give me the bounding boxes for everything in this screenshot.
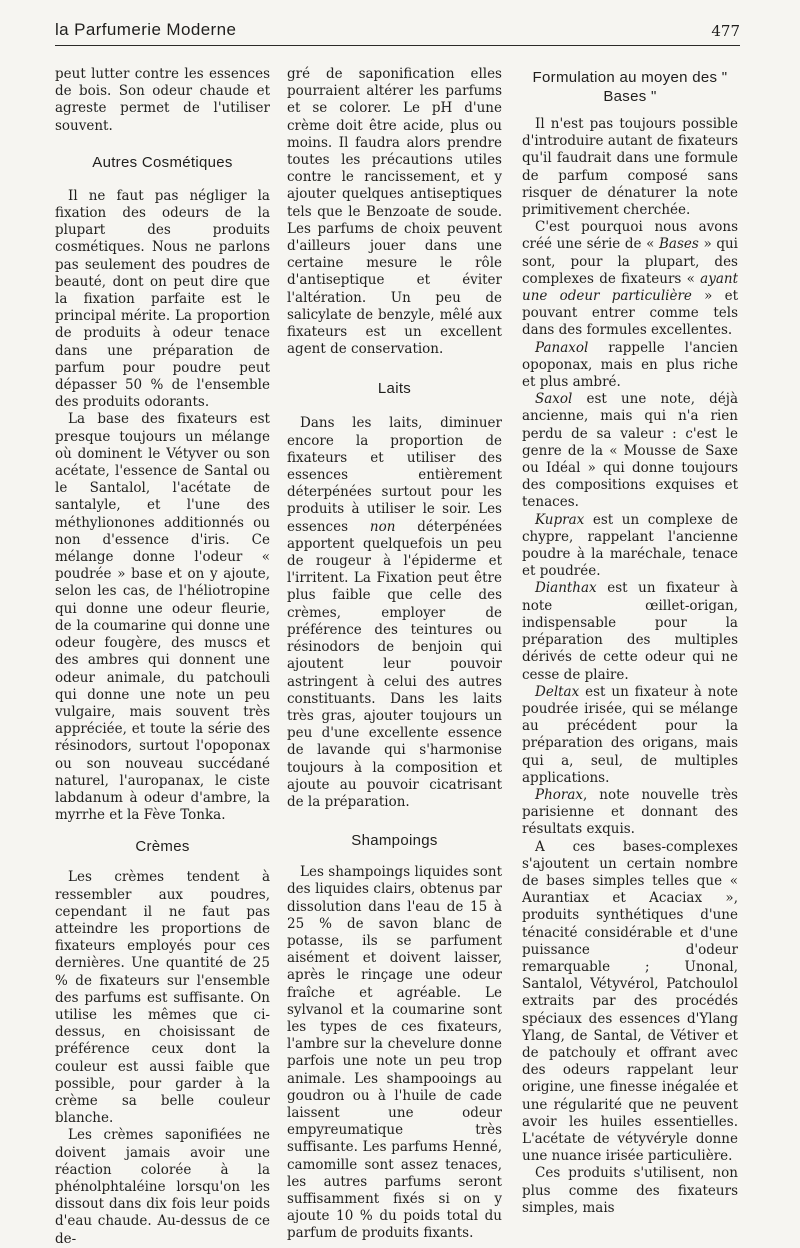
paragraph: Les shampoings liquides sont des liquides clairs, obtenus par dissolution dans l'eau de 15 à 25 % de savon blanc de potasse, ils se parfument aisément et doivent laisser, après le rinçage une odeur fraîche et agréable. Le sylvanol et la coumarine sont les types de ces fixateurs, l'ambre sur la chevelure donne parfois une note un peu trop animale. Les shampooings au goudron ou à l'huile de cade laissent une odeur empyreumatique très suffisante. Les parfums Henné, camomille sont assez tenaces, les autres parfums seront suffisamment fixés si on y ajoute 10 % du poids total du parfum de produits fixants.: [287, 864, 502, 1242]
page-number: 477: [711, 22, 740, 40]
paragraph: A ces bases-complexes s'ajoutent un certain nombre de bases simples telles que « Aurantiax et Acaciax », produits synthétiques d'une ténacité considérable et d'une puissance d'odeur remarquable ; Unonal, Santalol, Vétyvérol, Patchoulol extraits par des procédés spéciaux des essences d'Ylang Ylang, de Santal, de Vétiver et de patchouly et offrant avec des odeurs rappelant leur origine, une finesse inégalée et une régularité que ne peuvent avoir les huiles essentielles. L'acétate de vétyvéryle donne une nuance irisée particulière.: [522, 838, 738, 1165]
paragraph: Kuprax est un complexe de chypre, rappelant l'ancienne poudre à la maréchale, tenace et poudrée.: [522, 511, 738, 580]
paragraph: gré de saponification elles pourraient altérer les parfums et se colorer. Le pH d'une crème doit être acide, plus ou moins. Il faudra alors prendre toutes les précautions utiles contre le rancissement, et y ajouter quelques antiseptiques tels que le Benzoate de soude. Les parfums de choix peuvent d'ailleurs jouer dans une certaine mesure le rôle d'antiseptique et éviter l'altération. Un peu de salicylate de benzyle, mêlé aux fixateurs est un excellent agent de conservation.: [287, 66, 502, 358]
paragraph: C'est pourquoi nous avons créé une série de « Bases » qui sont, pour la plupart, des complexes de fixateurs « ayant une odeur particulière » et pouvant entrer comme tels dans des formules excellentes.: [522, 219, 738, 339]
section-heading-laits: Laits: [377, 380, 412, 398]
column-2: [287, 66, 502, 1243]
section-heading-formulation: Formulation au moyen des " Bases ": [532, 69, 728, 105]
paragraph: Ces produits s'utilisent, non plus comme des fixateurs simples, mais: [522, 1165, 738, 1216]
section-heading-autres-cosmetiques: Autres Cosmétiques: [92, 153, 233, 171]
running-header: [55, 18, 740, 44]
column-1: [55, 66, 270, 1248]
paragraph: Deltax est un fixateur à note poudrée irisée, qui se mélange au précédent pour la préparation des origans, mais qui a, seul, de multiples applications.: [522, 683, 738, 786]
paragraph: Phorax, note nouvelle très parisienne et donnant des résultats exquis.: [522, 786, 738, 838]
paragraph: Les crèmes tendent à ressembler aux poudres, cependant il ne faut pas atteindre les proportions de fixateurs employés pour ces dernières. Une quantité de 25 % de fixateurs sur l'ensemble des parfums est suffisante. On utilise les mêmes que ci-dessus, en choisissant de préférence ceux dont la couleur est aussi faible que possible, pour garder à la crème sa belle couleur blanche.: [55, 869, 270, 1127]
section-heading-shampoings: Shampoings: [351, 832, 438, 850]
header-rule: [55, 45, 740, 46]
journal-title: la Parfumerie Moderne: [55, 20, 237, 39]
column-3: [522, 68, 738, 1217]
paragraph: Saxol est une note, déjà ancienne, mais qui n'a rien perdu de sa valeur : c'est le genre de la « Mousse de Saxe ou Idéal » qui donne toujours des compositions exquises et tenaces.: [522, 391, 738, 511]
paragraph: Il n'est pas toujours possible d'introduire autant de fixateurs qu'il faudrait dans une formule de parfum composé sans risquer de dénaturer la note primitivement cherchée.: [522, 116, 738, 219]
paragraph: Il ne faut pas négliger la fixation des odeurs de la plupart des produits cosmétiques. Nous ne parlons pas seulement des poudres de beauté, dont on peut dire que la fixation parfaite est le principal mérite. La proportion de produits à odeur tenace dans une préparation de parfum pour poudre peut dépasser 50 % de l'ensemble des produits odorants.: [55, 187, 270, 411]
paragraph: La base des fixateurs est presque toujours un mélange où dominent le Vétyver ou son acétate, l'essence de Santal ou le Santalol, l'acétate de santalyle, et l'une des méthylionones additionnés ou non d'essence d'iris. Ce mélange donne l'odeur « poudrée » base et on y ajoute, selon les cas, de l'héliotropine qui donne une odeur fleurie, de la coumarine qui donne une odeur fougère, des muscs et des ambres qui donnent une odeur animale, du patchouli qui donne une note un peu vulgaire, mais souvent très appréciée, et toute la série des résinodors, surtout l'opoponax ou son nouveau succédané naturel, l'auropanax, le ciste labdanum à odeur d'ambre, la myrrhe et la Fève Tonka.: [55, 411, 270, 824]
paragraph: Panaxol rappelle l'ancien opoponax, mais en plus riche et plus ambré.: [522, 339, 738, 391]
section-heading-cremes: Crèmes: [135, 838, 190, 856]
paragraph: Dans les laits, diminuer encore la proportion de fixateurs et utiliser des essences entièrement déterpénées surtout pour les produits à utiliser le soir. Les essences non déterpénées apportent quelquefois un peu de rougeur à l'épiderme et l'irritent. La Fixation peut être plus faible que celle des crèmes, employer de préférence des teintures ou résinodors de benjoin qui ajoutent leur pouvoir astringent à celui des autres constituants. Dans les laits très gras, ajouter toujours un peu d'une excellente essence de lavande qui s'harmonise toujours à la composition et ajoute au pouvoir cicatrisant de la préparation.: [287, 415, 502, 810]
paragraph: peut lutter contre les essences de bois. Son odeur chaude et agreste permet de l'utiliser souvent.: [55, 66, 270, 134]
paragraph: Dianthax est un fixateur à note œillet-origan, indispensable pour la préparation des multiples dérivés de cette odeur qui ne cesse de plaire.: [522, 580, 738, 683]
paragraph: Les crèmes saponifiées ne doivent jamais avoir une réaction colorée à la phénolphtaléine lorsqu'on les dissout dans dix fois leur poids d'eau chaude. Au-dessus de ce de-: [55, 1127, 270, 1247]
